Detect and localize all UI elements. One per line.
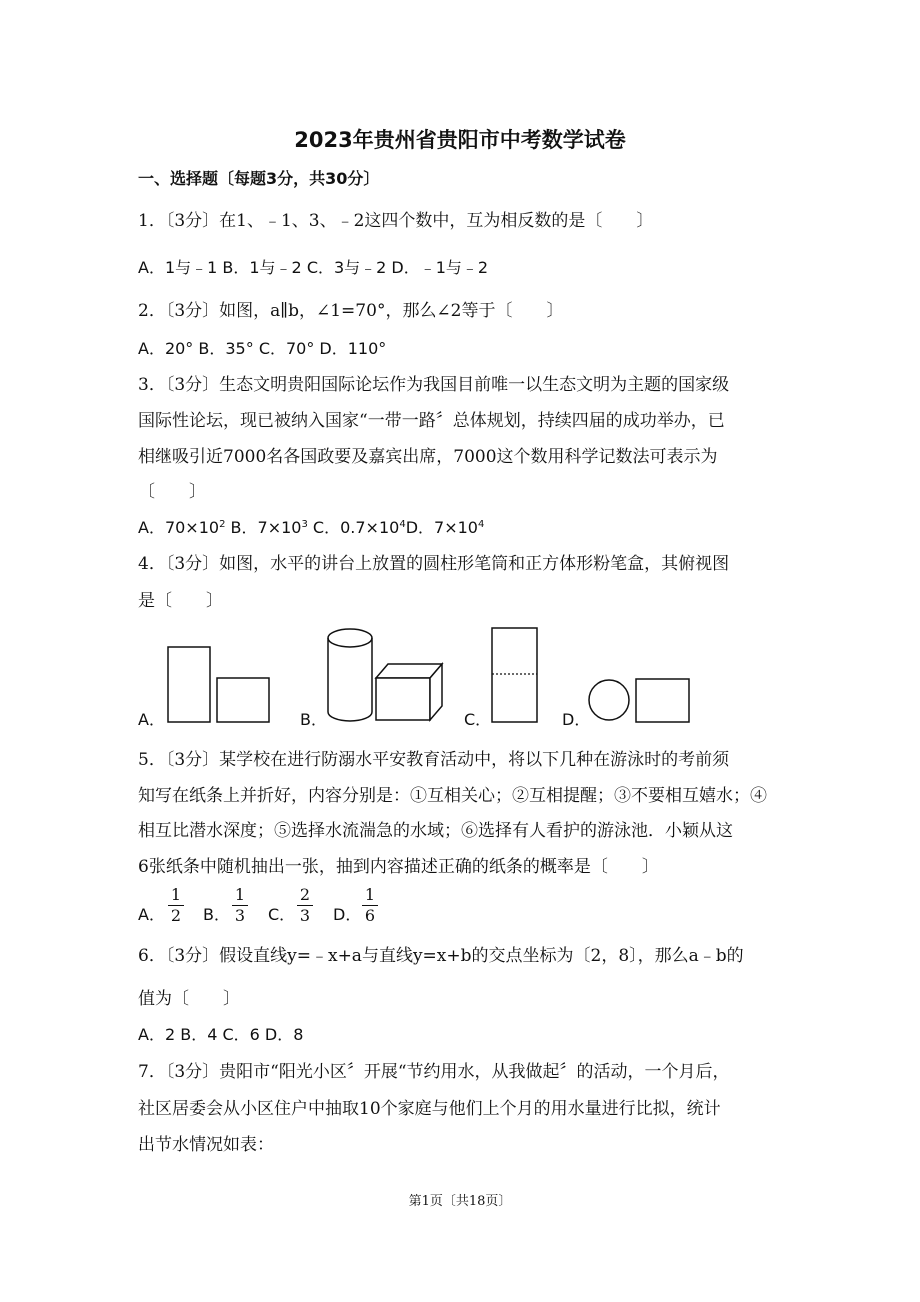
q2-options: A．20° B．35° C．70° D．110°	[138, 339, 387, 358]
q5-c-denominator: 3	[299, 906, 311, 925]
q6-line-1: 6．〔3分〕假设直线y=﹣x+a与直线y=x+b的交点坐标为〔2，8〕，那么a﹣b的	[138, 946, 744, 966]
q3-option-c: C．0.7×10	[307, 518, 400, 537]
q5-b-denominator: 3	[234, 906, 246, 925]
q5-option-c-fraction	[297, 886, 313, 925]
q1-stem: 1．〔3分〕在1、﹣1、3、﹣2这四个数中，互为相反数的是〔 〕	[138, 211, 654, 231]
q5-line-1: 5．〔3分〕某学校在进行防溺水平安教育活动中，将以下几种在游泳时的考前须	[138, 750, 730, 770]
q4-figure-b	[326, 626, 444, 724]
q5-d-denominator: 6	[364, 906, 376, 925]
q6-options: A．2 B．4 C．6 D．8	[138, 1025, 304, 1044]
q4-line-2: 是〔 〕	[138, 591, 223, 611]
q3-option-a: A．70×10	[138, 518, 220, 537]
q5-a-numerator: 1	[170, 885, 182, 904]
q3-line-1: 3．〔3分〕生态文明贵阳国际论坛作为我国目前唯一以生态文明为主题的国家级	[138, 375, 730, 395]
q4-label-d: D．	[562, 710, 591, 729]
q7-line-1: 7．〔3分〕贵阳市“阳光小区〞开展“节约用水，从我做起〞的活动，一个月后，	[138, 1062, 730, 1082]
q4-figure-a	[166, 644, 272, 724]
q7-line-3: 出节水情况如表：	[138, 1135, 274, 1155]
q5-option-a-label: A．	[138, 905, 165, 924]
q4-b-cylinder-top	[328, 629, 372, 647]
q4-figure-c	[490, 626, 540, 724]
q3-option-b: B．7×10	[225, 518, 302, 537]
q5-option-a-fraction	[168, 886, 184, 925]
q4-a-square	[217, 678, 269, 722]
q5-a-denominator: 2	[170, 906, 182, 925]
q3-option-d: D．7×10	[405, 518, 478, 537]
q5-line-2: 知写在纸条上并折好，内容分别是：①互相关心；②互相提醒；③不要相互嬉水；④	[138, 786, 767, 806]
q4-label-a: A．	[138, 710, 165, 729]
q5-option-d-label: D．	[333, 905, 362, 924]
q5-line-4: 6张纸条中随机抽出一张，抽到内容描述正确的纸条的概率是〔 〕	[138, 857, 659, 877]
section-heading: 一、选择题〔每题3分，共30分〕	[138, 169, 380, 188]
q4-label-c: C．	[464, 710, 492, 729]
q5-line-3: 相互比潜水深度；⑤选择水流湍急的水域；⑥选择有人看护的游泳池．小颖从这	[138, 821, 733, 841]
page-footer: 第1页〔共18页〕	[408, 1194, 512, 1209]
q3-option-a-exponent: 2	[219, 519, 226, 530]
q7-line-2: 社区居委会从小区住户中抽取10个家庭与他们上个月的用水量进行比拟，统计	[138, 1099, 721, 1119]
q5-option-b-label: B．	[203, 905, 230, 924]
q5-c-numerator: 2	[299, 885, 311, 904]
q3-option-c-exponent: 4	[399, 519, 406, 530]
q1-options: A．1与﹣1 B．1与﹣2 C．3与﹣2 D．﹣1与﹣2	[138, 258, 489, 277]
q4-a-tall-rect	[168, 647, 210, 722]
q4-b-cube-front	[376, 678, 430, 720]
q3-line-3: 相继吸引近7000名各国政要及嘉宾出席，7000这个数用科学记数法可表示为	[138, 447, 718, 467]
q3-option-d-exponent: 4	[477, 519, 485, 530]
q3-option-b-exponent: 3	[301, 519, 308, 530]
q5-option-c-label: C．	[268, 905, 296, 924]
q4-line-1: 4．〔3分〕如图，水平的讲台上放置的圆柱形笔筒和正方体形粉笔盒，其俯视图	[138, 554, 730, 574]
q2-stem: 2．〔3分〕如图，a∥b，∠1=70°，那么∠2等于〔 〕	[138, 301, 564, 321]
q4-d-square	[636, 679, 689, 722]
q4-figure-d	[587, 676, 693, 724]
q4-d-circle	[589, 680, 629, 720]
q3-options	[138, 517, 484, 539]
q6-line-2: 值为〔 〕	[138, 989, 240, 1009]
q3-line-4: 〔 〕	[138, 482, 206, 502]
q5-d-numerator: 1	[364, 885, 376, 904]
q5-option-b-fraction	[232, 886, 248, 925]
q4-b-cylinder-bottom	[328, 712, 372, 721]
q5-option-d-fraction	[362, 886, 378, 925]
page-title: 2023年贵州省贵阳市中考数学试卷	[294, 128, 626, 152]
q5-b-numerator: 1	[234, 885, 246, 904]
q4-c-rect	[492, 628, 537, 722]
q4-label-b: B．	[300, 710, 327, 729]
q3-line-2: 国际性论坛，现已被纳入国家“一带一路〞总体规划，持续四届的成功举办，已	[138, 411, 725, 431]
